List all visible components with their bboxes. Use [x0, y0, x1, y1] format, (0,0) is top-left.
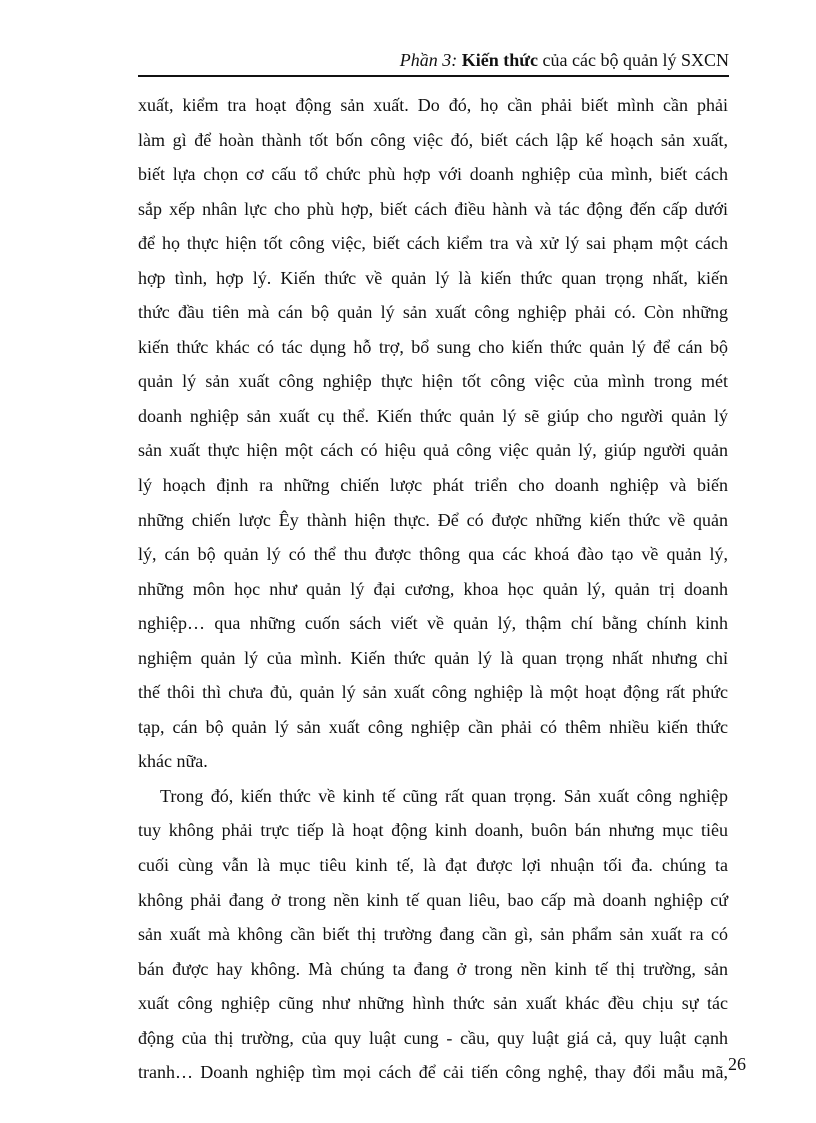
text-line: sản xuất thực hiện một cách có hiệu quả công việc quản lý, giúp người quản	[138, 440, 728, 461]
text-line: thế thôi thì chưa đủ, quản lý sản xuất công nghiệp là một hoạt động rất phức	[138, 682, 728, 703]
text-line: doanh nghiệp sản xuất cụ thể. Kiến thức quản lý sẽ giúp cho người quản lý	[138, 405, 728, 426]
text-line: quản lý sản xuất công nghiệp thực hiện tốt công việc của mình trong mét	[138, 371, 728, 392]
text-line: khác nữa.	[138, 751, 208, 772]
text-line: bán được hay không. Mà chúng ta đang ở trong nền kinh tế thị trường, sản	[138, 958, 728, 979]
text-line: xuất, kiểm tra hoạt động sản xuất. Do đó, họ cần phải biết mình cần phải	[138, 95, 728, 115]
running-header	[138, 48, 729, 72]
text-line: hợp tình, hợp lý. Kiến thức về quản lý là kiến thức quan trọng nhất, kiến	[138, 267, 728, 288]
text-line: không phải đang ở trong nền kinh tế quan liêu, bao cấp mà doanh nghiệp cứ	[138, 889, 728, 910]
header-rule	[138, 75, 729, 77]
text-line: tạp, cán bộ quản lý sản xuất công nghiệp cần phải có thêm nhiều kiến thức	[138, 716, 728, 737]
header-topic-rest: của các bộ quản lý SXCN	[542, 50, 729, 70]
text-line: xuất công nghiệp cũng như những hình thức sản xuất khác đều chịu sự tác	[138, 993, 728, 1014]
text-line: cuối cùng vẫn là mục tiêu kinh tế, là đạt được lợi nhuận tối đa. chúng ta	[138, 855, 728, 876]
text-line: động của thị trường, của quy luật cung - cầu, quy luật giá cả, quy luật cạnh	[138, 1027, 728, 1048]
text-line: biết lựa chọn cơ cấu tổ chức phù hợp với doanh nghiệp của mình, biết cách	[138, 164, 728, 185]
text-line: những môn học như quản lý đại cương, khoa học quản lý, quản trị doanh	[138, 578, 728, 599]
text-line: để họ thực hiện tốt công việc, biết cách kiểm tra và xử lý sai phạm một cách	[138, 233, 728, 254]
header-topic-bold: Kiến thức	[461, 50, 539, 70]
text-line: những chiến lược Êy thành hiện thực. Để có được những kiến thức về quản	[138, 509, 728, 530]
text-line: tranh… Doanh nghiệp tìm mọi cách để cải tiến công nghệ, thay đổi mẫu mã,	[138, 1062, 728, 1083]
paragraph-1	[138, 88, 728, 779]
text-line: Trong đó, kiến thức về kinh tế cũng rất quan trọng. Sản xuất công nghiệp	[160, 785, 728, 806]
text-line: lý, cán bộ quản lý có thể thu được thông qua các khoá đào tạo về quản lý,	[138, 544, 728, 565]
text-line: sắp xếp nhân lực cho phù hợp, biết cách điều hành và tác động đến cấp dưới	[138, 198, 728, 219]
header-section-label: Phần 3:	[399, 50, 458, 70]
text-line: nghiệp… qua những cuốn sách viết về quản lý, thậm chí bằng chính kinh	[138, 613, 728, 634]
page-number: 26	[728, 1054, 746, 1074]
text-line: sản xuất mà không cần biết thị trường đang cần gì, sản phẩm sản xuất ra có	[138, 924, 728, 945]
text-line: lý hoạch định ra những chiến lược phát triển cho doanh nghiệp và biến	[138, 475, 728, 496]
text-line: làm gì để hoàn thành tốt bốn công việc đó, biết cách lập kế hoạch sản xuất,	[138, 129, 728, 150]
body-text	[138, 88, 728, 1090]
paragraph-2	[138, 779, 728, 1090]
text-line: tuy không phải trực tiếp là hoạt động kinh doanh, buôn bán nhưng mục tiêu	[138, 820, 728, 841]
text-line: nghiệm quản lý của mình. Kiến thức quản lý là quan trọng nhất nhưng chỉ	[138, 647, 728, 668]
text-line: thức đầu tiên mà cán bộ quản lý sản xuất công nghiệp phải có. Còn những	[138, 302, 728, 323]
text-line: kiến thức khác có tác dụng hỗ trợ, bổ sung cho kiến thức quản lý để cán bộ	[138, 336, 728, 357]
